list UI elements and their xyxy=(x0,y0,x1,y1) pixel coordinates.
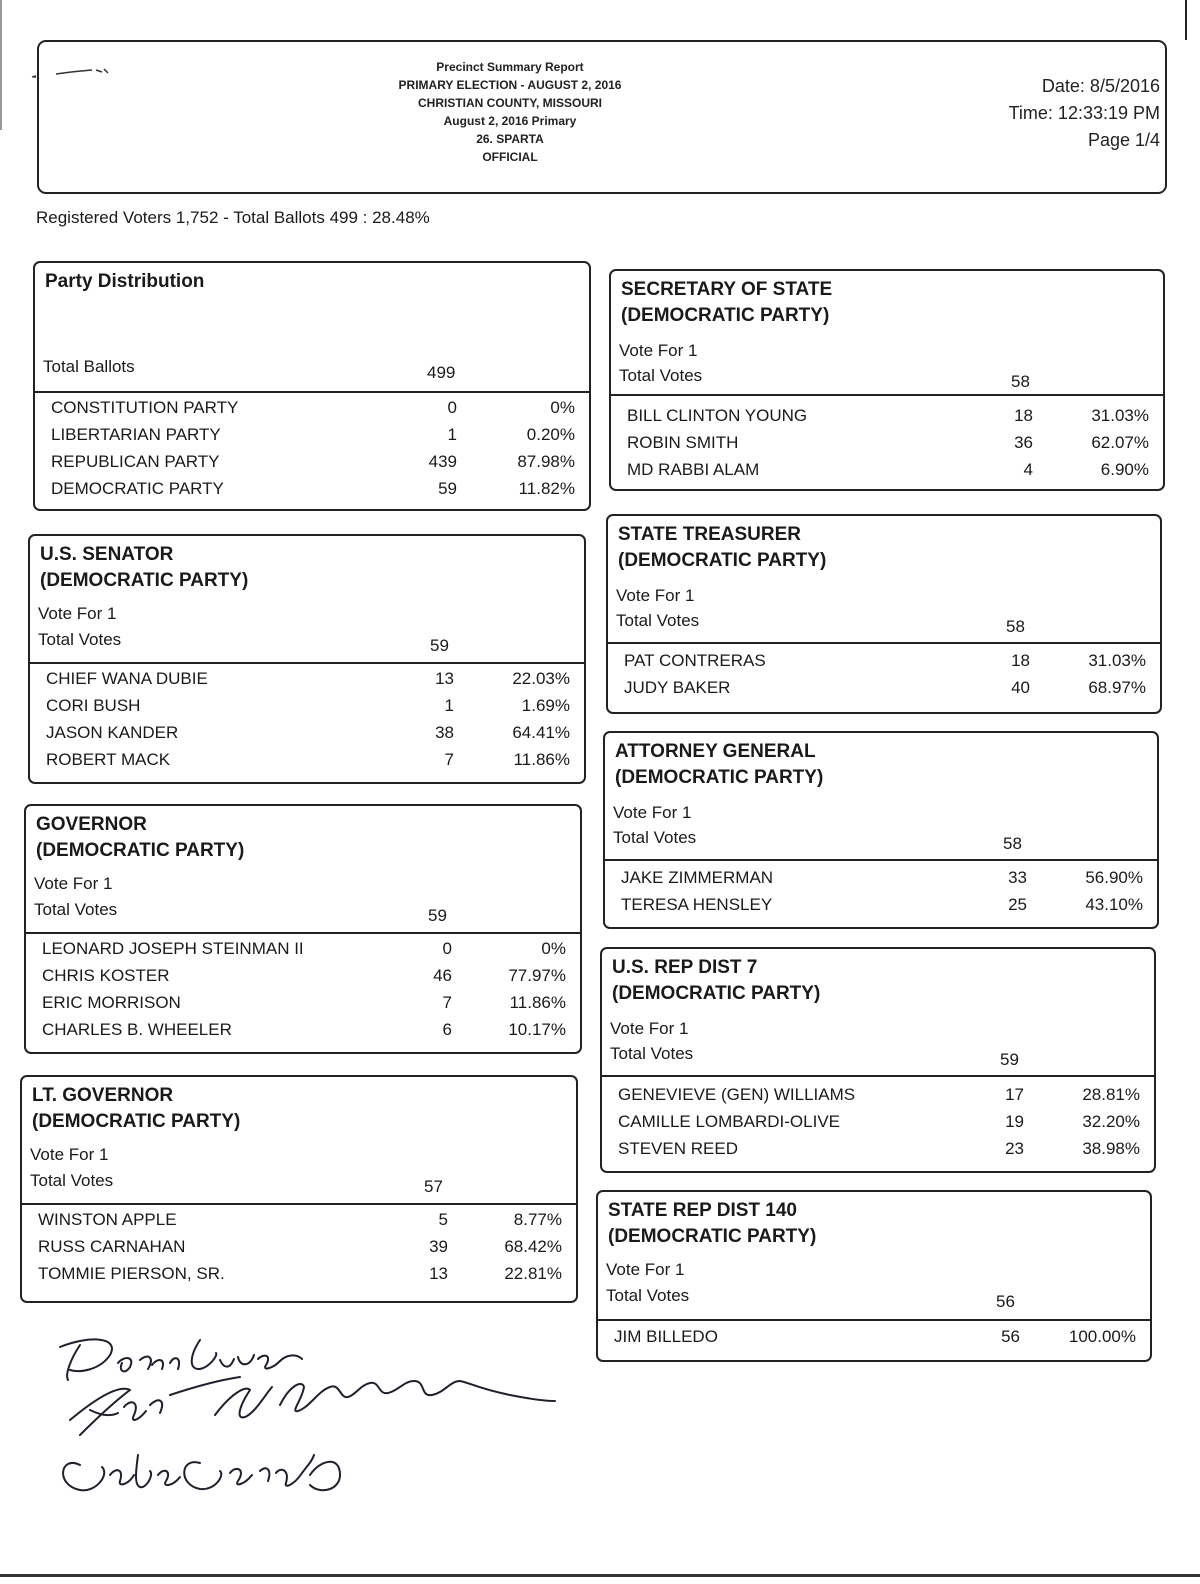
candidate-percent: 22.03% xyxy=(512,669,570,688)
turnout-summary: Registered Voters 1,752 - Total Ballots 499 : 28.48% xyxy=(36,208,430,227)
race-title: ATTORNEY GENERAL xyxy=(615,741,816,762)
table-row xyxy=(602,1085,1154,1112)
table-row xyxy=(605,868,1157,895)
candidate-votes: 13 xyxy=(429,1264,448,1283)
table-row xyxy=(22,1210,576,1237)
candidate-percent: 11.86% xyxy=(509,993,566,1012)
race-box-state-treasurer xyxy=(606,514,1162,714)
candidate-percent: 77.97% xyxy=(508,966,566,985)
candidate-percent: 10.17% xyxy=(508,1020,566,1039)
table-row xyxy=(30,669,584,696)
table-row xyxy=(611,406,1163,433)
divider xyxy=(608,642,1160,644)
candidate-votes: 13 xyxy=(435,669,454,688)
candidate-name: TOMMIE PIERSON, SR. xyxy=(38,1264,225,1283)
table-row xyxy=(611,433,1163,460)
primary-name: August 2, 2016 Primary xyxy=(443,114,577,128)
race-party: (DEMOCRATIC PARTY) xyxy=(621,305,830,326)
table-row xyxy=(608,651,1160,678)
candidate-percent: 38.98% xyxy=(1082,1139,1140,1158)
race-party: (DEMOCRATIC PARTY) xyxy=(608,1226,817,1247)
candidate-name: BILL CLINTON YOUNG xyxy=(627,406,808,425)
candidate-percent: 64.41% xyxy=(512,723,570,742)
table-row xyxy=(602,1139,1154,1166)
candidate-votes: 5 xyxy=(438,1210,448,1229)
table-row xyxy=(26,1020,580,1047)
table-row xyxy=(26,993,580,1020)
table-row xyxy=(22,1237,576,1264)
race-box-governor xyxy=(24,804,582,1054)
candidate-name: STEVEN REED xyxy=(618,1139,738,1158)
scan-mark-icon xyxy=(30,68,120,82)
vote-for-label: Vote For 1 xyxy=(613,803,692,822)
race-title-block xyxy=(615,739,823,791)
candidate-name: WINSTON APPLE xyxy=(38,1210,177,1229)
total-votes-value: 56 xyxy=(996,1292,1015,1311)
race-party: (DEMOCRATIC PARTY) xyxy=(32,1111,241,1132)
candidate-name: CHARLES B. WHEELER xyxy=(42,1020,232,1039)
candidate-percent: 22.81% xyxy=(504,1264,562,1283)
candidate-votes: 0 xyxy=(442,939,452,958)
candidate-percent: 68.42% xyxy=(504,1237,562,1256)
divider xyxy=(605,859,1157,861)
page-edge xyxy=(0,1574,1200,1577)
candidate-percent: 31.03% xyxy=(1091,406,1149,425)
table-row xyxy=(30,723,584,750)
race-title: STATE REP DIST 140 xyxy=(608,1200,797,1221)
total-votes-value: 57 xyxy=(424,1177,443,1196)
divider xyxy=(598,1319,1150,1321)
table-row xyxy=(35,398,589,425)
table-row xyxy=(26,939,580,966)
race-box-us-rep-dist-7 xyxy=(600,947,1156,1173)
candidate-percent: 100.00% xyxy=(1068,1327,1136,1346)
signature-1 xyxy=(60,1339,302,1380)
race-box-attorney-general xyxy=(603,731,1159,929)
candidate-votes: 25 xyxy=(1008,895,1027,914)
divider xyxy=(22,1203,576,1205)
candidate-votes: 56 xyxy=(1001,1327,1020,1346)
box-title: Party Distribution xyxy=(45,271,205,292)
page-edge xyxy=(0,0,2,130)
divider xyxy=(611,394,1163,396)
total-votes-value: 58 xyxy=(1006,617,1025,636)
report-title-block xyxy=(340,58,680,166)
candidate-votes: 38 xyxy=(435,723,454,742)
total-votes-label: Total Votes xyxy=(606,1286,690,1305)
candidate-name: TERESA HENSLEY xyxy=(621,895,773,914)
report-date: Date: 8/5/2016 xyxy=(1041,76,1160,96)
vote-for-label: Vote For 1 xyxy=(38,604,117,623)
race-title-block xyxy=(618,522,826,574)
candidate-votes: 19 xyxy=(1005,1112,1024,1131)
race-title-block xyxy=(36,812,244,864)
party-ballots: 0 xyxy=(447,398,457,417)
vote-for-label: Vote For 1 xyxy=(619,341,698,360)
party-ballots: 1 xyxy=(447,425,457,444)
election-name: PRIMARY ELECTION - AUGUST 2, 2016 xyxy=(398,78,622,92)
divider xyxy=(602,1075,1154,1077)
total-votes-label: Total Votes xyxy=(610,1044,694,1063)
candidate-name: CHRIS KOSTER xyxy=(42,966,170,985)
race-title: GOVERNOR xyxy=(36,814,147,835)
candidate-percent: 6.90% xyxy=(1100,460,1149,479)
candidate-percent: 68.97% xyxy=(1088,678,1146,697)
signature-block xyxy=(40,1325,560,1505)
total-votes-label: Total Votes xyxy=(30,1171,114,1190)
candidate-percent: 0% xyxy=(541,939,566,958)
candidate-votes: 1 xyxy=(444,696,454,715)
total-ballots-value: 499 xyxy=(427,363,456,382)
candidate-name: ROBIN SMITH xyxy=(627,433,739,452)
candidate-votes: 17 xyxy=(1005,1085,1024,1104)
vote-for-label: Vote For 1 xyxy=(610,1019,689,1038)
party-percent: 11.82% xyxy=(518,479,575,498)
race-title: U.S. SENATOR xyxy=(40,544,174,565)
candidate-name: JIM BILLEDO xyxy=(614,1327,718,1346)
candidate-votes: 39 xyxy=(429,1237,448,1256)
race-party: (DEMOCRATIC PARTY) xyxy=(36,840,245,861)
county-name: CHRISTIAN COUNTY, MISSOURI xyxy=(417,96,602,110)
race-party: (DEMOCRATIC PARTY) xyxy=(618,550,827,571)
total-votes-label: Total Votes xyxy=(616,611,700,630)
candidate-name: CORI BUSH xyxy=(46,696,141,715)
candidate-percent: 1.69% xyxy=(521,696,570,715)
candidate-percent: 8.77% xyxy=(513,1210,562,1229)
total-votes-value: 59 xyxy=(428,906,447,925)
table-row xyxy=(602,1112,1154,1139)
race-title-block xyxy=(40,542,248,594)
page-edge xyxy=(1185,0,1187,40)
race-party: (DEMOCRATIC PARTY) xyxy=(612,983,821,1004)
signature-3 xyxy=(63,1455,340,1490)
race-title: LT. GOVERNOR xyxy=(32,1085,174,1106)
total-votes-value: 59 xyxy=(1000,1050,1019,1069)
divider xyxy=(35,391,589,393)
candidate-name: MD RABBI ALAM xyxy=(627,460,760,479)
candidate-name: CAMILLE LOMBARDI-OLIVE xyxy=(618,1112,841,1131)
report-meta xyxy=(960,73,1160,154)
race-box-us-senator xyxy=(28,534,586,784)
candidate-votes: 18 xyxy=(1014,406,1033,425)
candidate-votes: 23 xyxy=(1005,1139,1024,1158)
race-title-block xyxy=(612,955,820,1007)
party-percent: 0% xyxy=(550,398,575,417)
candidate-name: LEONARD JOSEPH STEINMAN II xyxy=(42,939,304,958)
candidate-percent: 62.07% xyxy=(1091,433,1149,452)
candidate-name: RUSS CARNAHAN xyxy=(38,1237,186,1256)
candidate-votes: 36 xyxy=(1014,433,1033,452)
candidate-votes: 7 xyxy=(444,750,454,769)
race-box-state-rep-dist-140 xyxy=(596,1190,1152,1362)
candidate-percent: 56.90% xyxy=(1085,868,1143,887)
party-ballots: 59 xyxy=(438,479,457,498)
candidate-votes: 18 xyxy=(1011,651,1030,670)
candidate-percent: 31.03% xyxy=(1088,651,1146,670)
candidate-votes: 6 xyxy=(442,1020,452,1039)
total-votes-label: Total Votes xyxy=(38,630,122,649)
total-votes-label: Total Votes xyxy=(613,828,697,847)
vote-for-label: Vote For 1 xyxy=(616,586,695,605)
candidate-votes: 33 xyxy=(1008,868,1027,887)
table-row xyxy=(35,452,589,479)
candidate-percent: 32.20% xyxy=(1082,1112,1140,1131)
table-row xyxy=(608,678,1160,705)
race-box-secretary-of-state xyxy=(609,269,1165,491)
report-status: OFFICIAL xyxy=(482,150,538,164)
party-percent: 87.98% xyxy=(517,452,575,471)
race-party: (DEMOCRATIC PARTY) xyxy=(615,767,824,788)
candidate-percent: 43.10% xyxy=(1085,895,1143,914)
table-row xyxy=(35,425,589,452)
candidate-name: CHIEF WANA DUBIE xyxy=(46,669,208,688)
page-number: Page 1/4 xyxy=(1087,130,1160,150)
vote-for-label: Vote For 1 xyxy=(606,1260,685,1279)
table-row xyxy=(30,696,584,723)
party-percent: 0.20% xyxy=(526,425,575,444)
total-votes-label: Total Votes xyxy=(619,366,703,385)
candidate-votes: 40 xyxy=(1011,678,1030,697)
race-box-lt-governor xyxy=(20,1075,578,1303)
divider xyxy=(30,662,584,664)
candidate-votes: 4 xyxy=(1023,460,1033,479)
candidate-name: JAKE ZIMMERMAN xyxy=(621,868,774,887)
table-row xyxy=(26,966,580,993)
race-title-block xyxy=(608,1198,816,1250)
candidate-percent: 28.81% xyxy=(1082,1085,1140,1104)
report-title: Precinct Summary Report xyxy=(436,60,584,74)
divider xyxy=(26,932,580,934)
candidate-name: JUDY BAKER xyxy=(624,678,731,697)
candidate-votes: 7 xyxy=(442,993,452,1012)
table-row xyxy=(30,750,584,777)
party-name: REPUBLICAN PARTY xyxy=(51,452,220,471)
table-row xyxy=(35,479,589,506)
candidate-votes: 46 xyxy=(433,966,452,985)
party-name: DEMOCRATIC PARTY xyxy=(51,479,224,498)
candidate-name: JASON KANDER xyxy=(46,723,179,742)
table-row xyxy=(605,895,1157,922)
race-title-block xyxy=(32,1083,240,1135)
signature-2 xyxy=(70,1377,555,1435)
precinct-name: 26. SPARTA xyxy=(476,132,544,146)
candidate-name: ERIC MORRISON xyxy=(42,993,181,1012)
vote-for-label: Vote For 1 xyxy=(30,1145,109,1164)
table-row xyxy=(22,1264,576,1291)
party-distribution-box xyxy=(33,261,591,511)
table-row xyxy=(598,1327,1150,1354)
race-title: STATE TREASURER xyxy=(618,524,801,545)
party-name: CONSTITUTION PARTY xyxy=(51,398,239,417)
party-ballots: 439 xyxy=(428,452,457,471)
candidate-name: ROBERT MACK xyxy=(46,750,171,769)
race-title: U.S. REP DIST 7 xyxy=(612,957,758,978)
total-votes-value: 58 xyxy=(1011,372,1030,391)
total-votes-label: Total Votes xyxy=(34,900,118,919)
party-name: LIBERTARIAN PARTY xyxy=(51,425,221,444)
race-title: SECRETARY OF STATE xyxy=(621,279,833,300)
total-votes-value: 59 xyxy=(430,636,449,655)
race-title-block xyxy=(621,277,832,329)
candidate-name: PAT CONTRERAS xyxy=(624,651,766,670)
total-votes-value: 58 xyxy=(1003,834,1022,853)
vote-for-label: Vote For 1 xyxy=(34,874,113,893)
total-ballots-label: Total Ballots xyxy=(43,357,135,376)
candidate-percent: 11.86% xyxy=(513,750,570,769)
candidate-name: GENEVIEVE (GEN) WILLIAMS xyxy=(618,1085,856,1104)
report-time: Time: 12:33:19 PM xyxy=(1008,103,1160,123)
race-party: (DEMOCRATIC PARTY) xyxy=(40,570,249,591)
table-row xyxy=(611,460,1163,487)
